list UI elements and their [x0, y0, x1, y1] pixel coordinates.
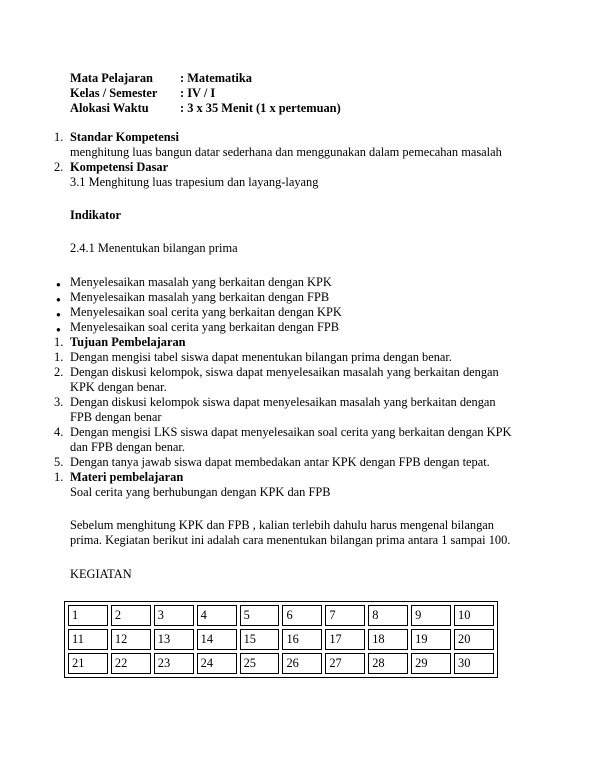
table-cell: 3 — [154, 605, 194, 626]
tujuan-item-line: Dengan tanya jawab siswa dapat membedakan antar KPK dengan FPB dengan tepat. — [70, 455, 490, 469]
tujuan-item-line: FPB dengan benar — [70, 410, 162, 424]
table-cell: 14 — [197, 629, 237, 650]
info-value: : 3 x 35 Menit (1 x pertemuan) — [180, 101, 341, 115]
info-row-class — [70, 86, 215, 101]
tujuan-item-number: 1. — [54, 350, 64, 364]
table-cell: 6 — [282, 605, 322, 626]
table-cell: 22 — [111, 653, 151, 674]
table-cell: 23 — [154, 653, 194, 674]
table-cell: 10 — [454, 605, 494, 626]
kd-body: 3.1 Menghitung luas trapesium dan layang-layang — [70, 175, 319, 189]
tujuan-item-line: Dengan diskusi kelompok, siswa dapat menyelesaikan masalah yang berkaitan dengan — [70, 365, 499, 379]
table-cell: 27 — [325, 653, 365, 674]
kd-title: Kompetensi Dasar — [70, 160, 169, 174]
table-cell: 2 — [111, 605, 151, 626]
info-row-time — [70, 101, 341, 116]
table-cell: 11 — [68, 629, 108, 650]
table-row — [68, 629, 494, 650]
table-cell: 17 — [325, 629, 365, 650]
tujuan-item-number: 2. — [54, 365, 64, 379]
table-cell: 1 — [68, 605, 108, 626]
table-cell: 19 — [411, 629, 451, 650]
tujuan-number: 1. — [54, 335, 64, 349]
table-cell: 9 — [411, 605, 451, 626]
info-row-subject — [70, 71, 252, 86]
table-cell: 12 — [111, 629, 151, 650]
table-cell: 24 — [197, 653, 237, 674]
intro-line: Sebelum menghitung KPK dan FPB , kalian terlebih dahulu harus mengenal bilangan — [70, 518, 494, 532]
info-label: Kelas / Semester — [70, 86, 158, 100]
indikator-item: 2.4.1 Menentukan bilangan prima — [70, 241, 238, 255]
table-row — [68, 653, 494, 674]
tujuan-item-number: 4. — [54, 425, 64, 439]
intro-line: prima. Kegiatan berikut ini adalah cara menentukan bilangan prima antara 1 sampai 100. — [70, 533, 511, 547]
bullet-icon: ● — [56, 310, 61, 319]
materi-body: Soal cerita yang berhubungan dengan KPK dan FPB — [70, 485, 331, 499]
number-grid-table — [64, 601, 498, 678]
table-cell: 29 — [411, 653, 451, 674]
bullet-icon: ● — [56, 325, 61, 334]
sk-body: menghitung luas bangun datar sederhana dan menggunakan dalam pemecahan masalah — [70, 145, 502, 159]
table-cell: 18 — [368, 629, 408, 650]
tujuan-title: Tujuan Pembelajaran — [70, 335, 186, 349]
table-row — [68, 605, 494, 626]
table-cell: 30 — [454, 653, 494, 674]
table-cell: 25 — [240, 653, 280, 674]
tujuan-item-line: dan FPB dengan benar. — [70, 440, 185, 454]
kegiatan-title: KEGIATAN — [70, 567, 132, 581]
tujuan-item-number: 3. — [54, 395, 64, 409]
tujuan-item-line: Dengan diskusi kelompok siswa dapat menyelesaikan masalah yang berkaitan dengan — [70, 395, 496, 409]
materi-title: Materi pembelajaran — [70, 470, 184, 484]
bullet-icon: ● — [56, 295, 61, 304]
table-cell: 20 — [454, 629, 494, 650]
table-cell: 13 — [154, 629, 194, 650]
indikator-title: Indikator — [70, 208, 121, 222]
table-cell: 4 — [197, 605, 237, 626]
indikator-bullet: Menyelesaikan masalah yang berkaitan dengan FPB — [70, 290, 330, 304]
table-cell: 21 — [68, 653, 108, 674]
tujuan-item-line: KPK dengan benar. — [70, 380, 167, 394]
indikator-bullet: Menyelesaikan masalah yang berkaitan dengan KPK — [70, 275, 332, 289]
table-cell: 5 — [240, 605, 280, 626]
sk-title: Standar Kompetensi — [70, 130, 179, 144]
tujuan-item-line: Dengan mengisi tabel siswa dapat menentukan bilangan prima dengan benar. — [70, 350, 452, 364]
info-value: : IV / I — [180, 86, 216, 100]
table-cell: 15 — [240, 629, 280, 650]
bullet-icon: ● — [56, 280, 61, 289]
sk-number: 1. — [54, 130, 64, 144]
tujuan-item-number: 5. — [54, 455, 64, 469]
info-label: Alokasi Waktu — [70, 101, 149, 115]
info-value: : Matematika — [180, 71, 252, 85]
kd-number: 2. — [54, 160, 64, 174]
table-cell: 28 — [368, 653, 408, 674]
table-cell: 7 — [325, 605, 365, 626]
indikator-bullet: Menyelesaikan soal cerita yang berkaitan dengan KPK — [70, 305, 342, 319]
tujuan-item-line: Dengan mengisi LKS siswa dapat menyelesaikan soal cerita yang berkaitan dengan KPK — [70, 425, 512, 439]
table-cell: 16 — [282, 629, 322, 650]
table-cell: 26 — [282, 653, 322, 674]
info-label: Mata Pelajaran — [70, 71, 153, 85]
materi-number: 1. — [54, 470, 64, 484]
table-cell: 8 — [368, 605, 408, 626]
indikator-bullet: Menyelesaikan soal cerita yang berkaitan dengan FPB — [70, 320, 340, 334]
